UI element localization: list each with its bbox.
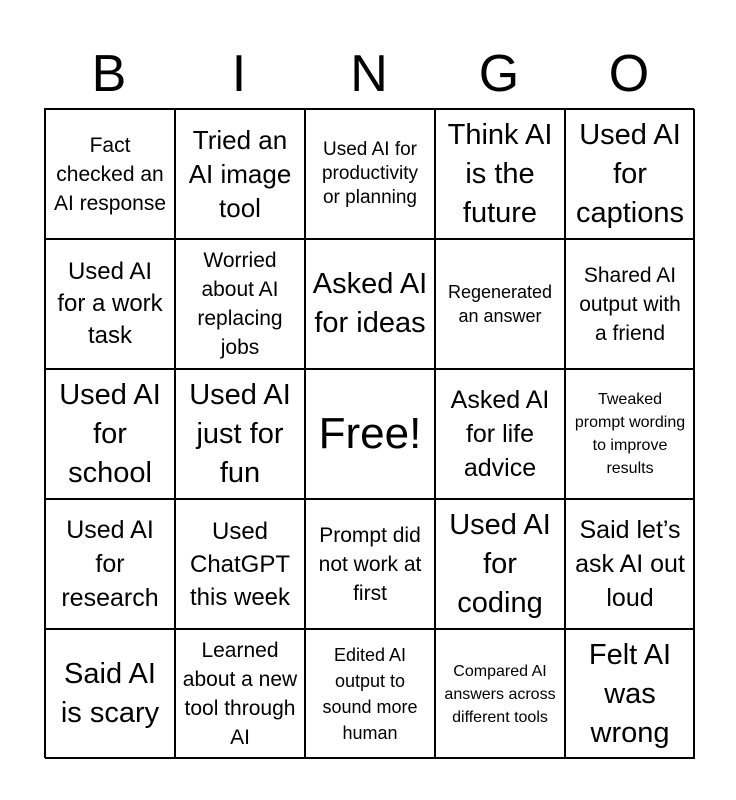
cell-text: Said AI is scary bbox=[60, 658, 160, 729]
header-letter-o: O bbox=[608, 45, 650, 103]
cell-text: Prompt did not work at first bbox=[318, 523, 422, 605]
cell-text: Learned about a new tool through AI bbox=[182, 639, 298, 749]
bingo-cell[interactable] bbox=[435, 239, 565, 369]
bingo-cell[interactable] bbox=[45, 369, 175, 499]
cell-text: Asked AI for life advice bbox=[450, 386, 550, 482]
bingo-cell[interactable] bbox=[175, 109, 305, 239]
bingo-cell[interactable] bbox=[435, 499, 565, 629]
bingo-cell[interactable] bbox=[305, 239, 435, 369]
bingo-cell[interactable] bbox=[175, 239, 305, 369]
bingo-cell[interactable] bbox=[565, 239, 695, 369]
cell-text: Shared AI output with a friend bbox=[579, 263, 681, 345]
header-letter-n: N bbox=[350, 45, 388, 103]
cell-text: Used AI for captions bbox=[575, 118, 684, 229]
cell-text: Used AI for coding bbox=[449, 508, 551, 619]
cell-text: Edited AI output to sound more human bbox=[322, 645, 418, 743]
cell-text: Worried about AI replacing jobs bbox=[197, 249, 283, 359]
cell-text: Used AI for school bbox=[59, 378, 161, 489]
bingo-cell[interactable] bbox=[305, 629, 435, 759]
cell-text: Used AI for productivity or planning bbox=[321, 139, 419, 208]
free-space-text: Free! bbox=[318, 409, 422, 458]
cell-text: Used AI just for fun bbox=[189, 378, 291, 489]
cell-text: Asked AI for ideas bbox=[312, 268, 428, 339]
bingo-cell[interactable] bbox=[45, 109, 175, 239]
bingo-cell[interactable] bbox=[45, 629, 175, 759]
bingo-cell[interactable] bbox=[45, 499, 175, 629]
bingo-cell[interactable] bbox=[565, 369, 695, 499]
header-letter-g: G bbox=[478, 45, 520, 103]
cell-text: Tried an AI image tool bbox=[188, 125, 292, 223]
cell-text: Said let’s ask AI out loud bbox=[575, 516, 685, 612]
bingo-cell[interactable] bbox=[435, 369, 565, 499]
cell-text: Used ChatGPT this week bbox=[189, 517, 291, 611]
cell-text: Think AI is the future bbox=[447, 118, 553, 229]
cell-text: Regenerated an answer bbox=[447, 282, 553, 326]
cell-text: Tweaked prompt wording to improve results bbox=[574, 391, 686, 477]
cell-text: Fact checked an AI response bbox=[53, 133, 167, 215]
bingo-cell[interactable] bbox=[305, 499, 435, 629]
cell-text: Used AI for research bbox=[61, 516, 159, 612]
bingo-cell[interactable] bbox=[565, 109, 695, 239]
cell-text: Felt AI was wrong bbox=[588, 638, 672, 749]
bingo-cell[interactable] bbox=[175, 499, 305, 629]
bingo-cell[interactable] bbox=[175, 629, 305, 759]
cell-text: Compared AI answers across different tools bbox=[444, 662, 556, 726]
bingo-board bbox=[44, 108, 694, 758]
bingo-cell[interactable] bbox=[45, 239, 175, 369]
bingo-cell[interactable] bbox=[565, 629, 695, 759]
header-letter-b: B bbox=[91, 45, 127, 103]
bingo-header bbox=[44, 40, 694, 108]
bingo-cell[interactable] bbox=[305, 109, 435, 239]
bingo-cell[interactable] bbox=[435, 629, 565, 759]
bingo-cell[interactable] bbox=[435, 109, 565, 239]
cell-text: Used AI for a work task bbox=[57, 258, 163, 349]
bingo-cell[interactable] bbox=[565, 499, 695, 629]
bingo-cell[interactable] bbox=[175, 369, 305, 499]
free-space[interactable] bbox=[305, 369, 435, 499]
header-letter-i: I bbox=[231, 45, 247, 103]
